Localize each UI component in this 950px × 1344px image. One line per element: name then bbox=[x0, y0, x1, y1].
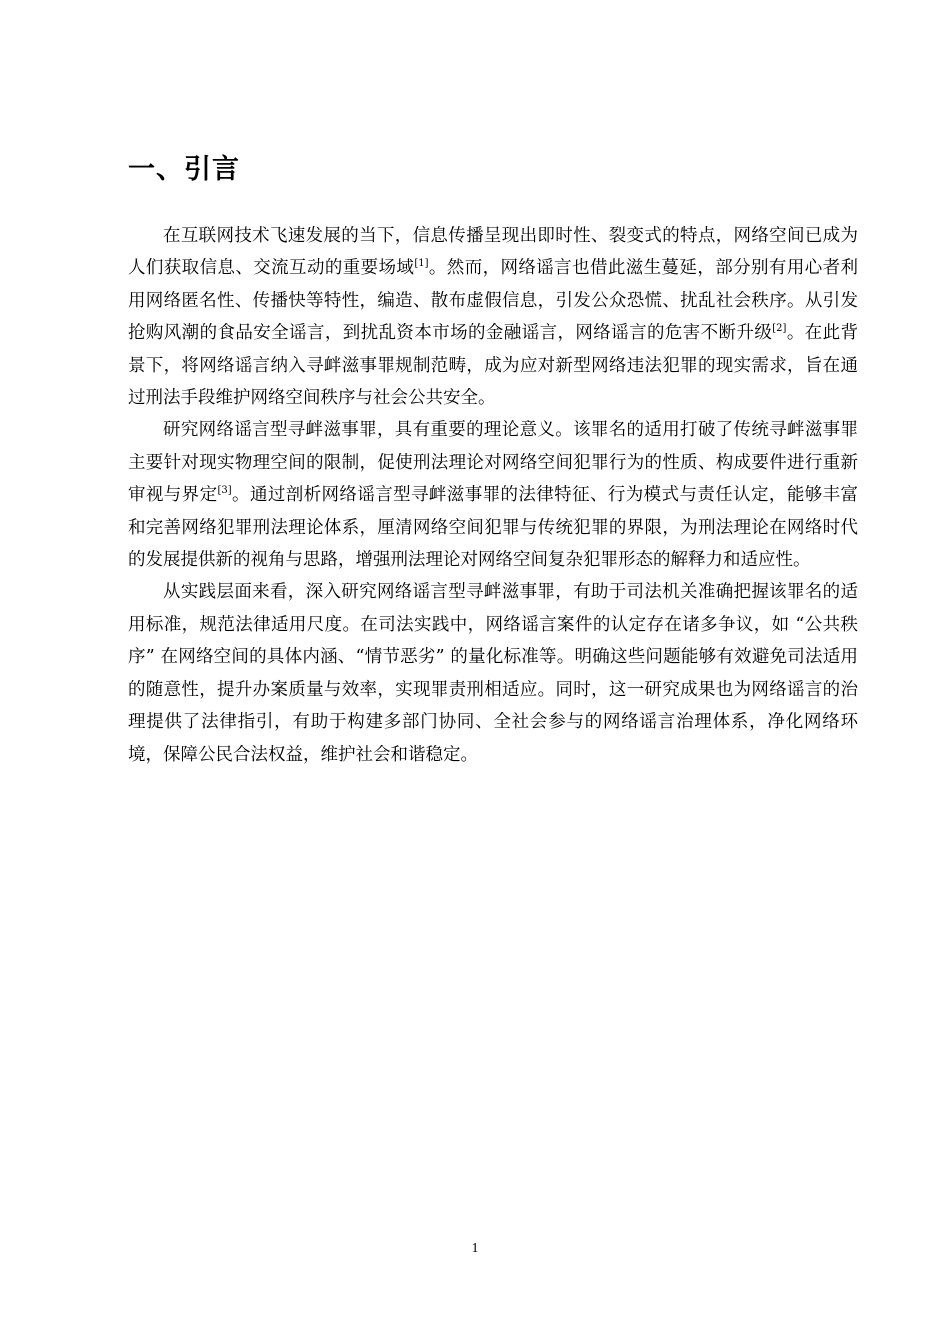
paragraph-text: 在互联网技术飞速发展的当下，信息传播呈现出即时性、裂变式的特点，网络空间已成为人们获取信息、交流互动的重要场域 bbox=[128, 226, 858, 279]
paragraph-introduction-context bbox=[128, 220, 858, 414]
section-heading: 一、引言 bbox=[128, 154, 240, 185]
paragraph-practical-significance bbox=[128, 576, 858, 770]
citation-marker: [2] bbox=[772, 323, 787, 335]
citation-marker: [1] bbox=[414, 258, 429, 270]
body-text bbox=[128, 220, 858, 771]
paragraph-theoretical-significance bbox=[128, 414, 858, 576]
paragraph-text: 。在此背景下，将网络谣言纳入寻衅滋事罪规制范畴，成为应对新型网络违法犯罪的现实需求，旨在通过刑法手段维护网络空间秩序与社会公共安全。 bbox=[128, 323, 859, 409]
paragraph-text: 。通过剖析网络谣言型寻衅滋事罪的法律特征、行为模式与责任认定，能够丰富和完善网络犯罪刑法理论体系，厘清网络空间犯罪与传统犯罪的界限，为刑法理论在网络时代的发展提供新的视角与思路，增强刑法理论对网络空间复杂犯罪形态的解释力和适应性。 bbox=[128, 485, 859, 571]
citation-marker: [3] bbox=[217, 485, 232, 497]
paragraph-text: 从实践层面来看，深入研究网络谣言型寻衅滋事罪，有助于司法机关准确把握该罪名的适用标准，规范法律适用尺度。在司法实践中，网络谣言案件的认定存在诸多争议，如 “公共秩序” 在网络空间的具体内涵、“情节恶劣” 的量化标准等。明确这些问题能够有效避免司法适用的随意性，提升办案质量与效率，实现罪责刑相适应。同时，这一研究成果也为网络谣言的治理提供了法律指引，有助于构建多部门协同、全社会参与的网络谣言治理体系，净化网络环境，保障公民合法权益，维护社会和谐稳定。 bbox=[128, 582, 858, 765]
paragraph-text: 。然而，网络谣言也借此滋生蔓延，部分别有用心者利用网络匿名性、传播快等特性，编造、散布虚假信息，引发公众恐慌、扰乱社会秩序。从引发抢购风潮的食品安全谣言，到扰乱资本市场的金融谣言，网络谣言的危害不断升级 bbox=[128, 258, 859, 344]
page-number: 1 bbox=[471, 1241, 479, 1256]
paragraph-text: 研究网络谣言型寻衅滋事罪，具有重要的理论意义。该罪名的适用打破了传统寻衅滋事罪主要针对现实物理空间的限制，促使刑法理论对网络空间犯罪行为的性质、构成要件进行重新审视与界定 bbox=[128, 420, 858, 506]
